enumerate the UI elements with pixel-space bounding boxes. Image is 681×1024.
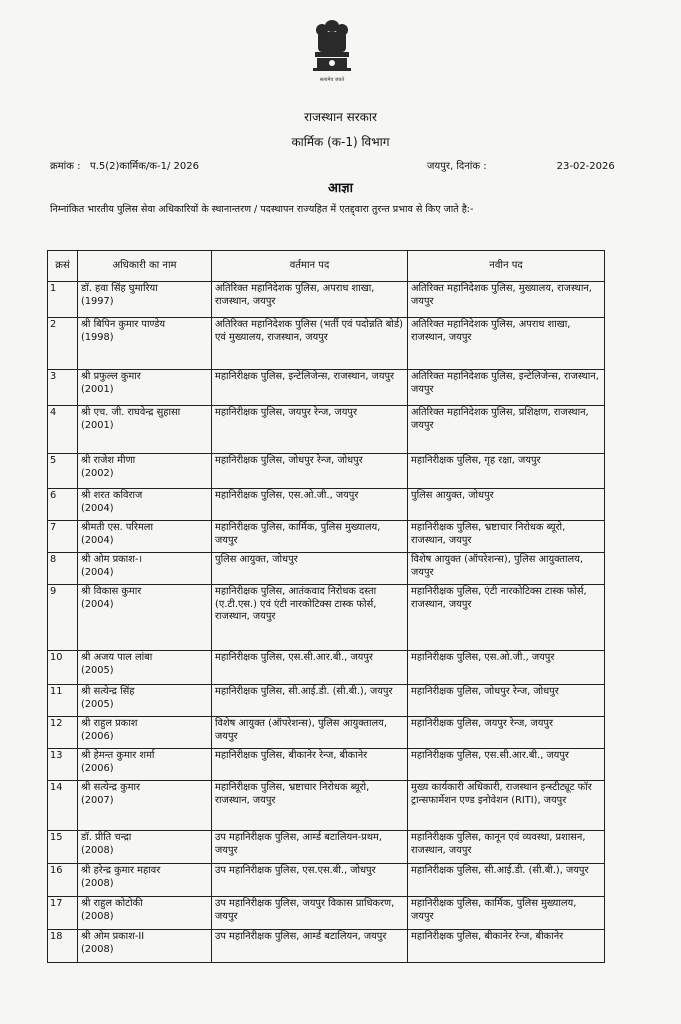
officer-name-text: श्री ओम प्रकाश-। — [81, 554, 143, 565]
new-post: विशेष आयुक्त (ऑपरेशन्स), पुलिस आयुक्तालय, जयपुर — [408, 553, 605, 585]
current-post: महानिरीक्षक पुलिस, जोधपुर रेन्ज, जोधपुर — [212, 454, 408, 489]
header-sno: क्रसं — [48, 251, 78, 282]
table-row — [48, 831, 605, 864]
officer-name-text: श्रीमती एस. परिमला — [81, 522, 153, 533]
batch-year: (2007) — [81, 794, 114, 806]
current-post: महानिरीक्षक पुलिस, सी.आई.डी. (सी.बी.), जयपुर — [212, 685, 408, 717]
row-sno: 8 — [48, 553, 78, 585]
row-sno: 10 — [48, 651, 78, 685]
officer-name-text: श्री एच. जी. राघवेन्द्र सुहासा — [81, 407, 181, 418]
officer-name — [78, 282, 212, 318]
officer-name — [78, 454, 212, 489]
department-title: कार्मिक (क-1) विभाग — [291, 135, 390, 149]
table-row — [48, 585, 605, 651]
row-sno: 13 — [48, 749, 78, 781]
row-sno: 14 — [48, 781, 78, 831]
current-post: विशेष आयुक्त (ऑपरेशन्स), पुलिस आयुक्तालय, जयपुर — [212, 717, 408, 749]
batch-year: (2008) — [81, 877, 114, 889]
current-post: उप महानिरीक्षक पुलिस, आर्म्ड बटालियन-प्रथम, जयपुर — [212, 831, 408, 864]
header-new-post: नवीन पद — [408, 251, 605, 282]
order-title: आज्ञा — [328, 181, 353, 196]
new-post: अतिरिक्त महानिदेशक पुलिस, इन्टेलिजेन्स, राजस्थान, जयपुर — [408, 370, 605, 406]
officer-name-text: श्री बिपिन कुमार पाण्डेय — [81, 319, 166, 330]
officer-name-text: श्री सत्येन्द्र कुमार — [81, 782, 141, 793]
batch-year: (2004) — [81, 534, 114, 546]
row-sno: 4 — [48, 406, 78, 454]
batch-year: (2005) — [81, 664, 114, 676]
batch-year: (2004) — [81, 566, 114, 578]
officer-name — [78, 749, 212, 781]
header-name: अधिकारी का नाम — [78, 251, 212, 282]
officer-name-text: श्री हेमन्त कुमार शर्मा — [81, 750, 155, 761]
new-post: महानिरीक्षक पुलिस, गृह रक्षा, जयपुर — [408, 454, 605, 489]
row-sno: 12 — [48, 717, 78, 749]
officer-name — [78, 406, 212, 454]
new-post: महानिरीक्षक पुलिस, कार्मिक, पुलिस मुख्यालय, जयपुर — [408, 897, 605, 930]
new-post: अतिरिक्त महानिदेशक पुलिस, मुख्यालय, राजस्थान, जयपुर — [408, 282, 605, 318]
new-post: महानिरीक्षक पुलिस, भ्रष्टाचार निरोधक ब्यूरो, राजस्थान, जयपुर — [408, 521, 605, 553]
officer-name-text: श्री हरेन्द्र कुमार महावर — [81, 865, 161, 876]
batch-year: (2001) — [81, 383, 114, 395]
table-row — [48, 454, 605, 489]
current-post: महानिरीक्षक पुलिस, भ्रष्टाचार निरोधक ब्यूरो, राजस्थान, जयपुर — [212, 781, 408, 831]
officer-name-text: श्री राहुल प्रकाश — [81, 718, 138, 729]
row-sno: 11 — [48, 685, 78, 717]
government-title: राजस्थान सरकार — [304, 110, 377, 124]
state-emblem — [304, 16, 360, 86]
reference-number — [50, 158, 199, 172]
officer-name-text: श्री राजेश मीणा — [81, 455, 136, 466]
state-emblem-icon — [304, 16, 360, 86]
row-sno: 6 — [48, 489, 78, 521]
batch-year: (1998) — [81, 331, 114, 343]
table-row — [48, 489, 605, 521]
officer-name — [78, 685, 212, 717]
current-post: महानिरीक्षक पुलिस, जयपुर रेन्ज, जयपुर — [212, 406, 408, 454]
table-row — [48, 521, 605, 553]
new-post: अतिरिक्त महानिदेशक पुलिस, प्रशिक्षण, राजस्थान, जयपुर — [408, 406, 605, 454]
row-sno: 18 — [48, 930, 78, 963]
row-sno: 7 — [48, 521, 78, 553]
current-post: पुलिस आयुक्त, जोधपुर — [212, 553, 408, 585]
current-post: महानिरीक्षक पुलिस, एस.सी.आर.बी., जयपुर — [212, 651, 408, 685]
new-post: महानिरीक्षक पुलिस, कानून एवं व्यवस्था, प्रशासन, राजस्थान, जयपुर — [408, 831, 605, 864]
officer-name — [78, 489, 212, 521]
new-post: महानिरीक्षक पुलिस, सी.आई.डी. (सी.बी.), जयपुर — [408, 864, 605, 897]
table-row — [48, 864, 605, 897]
officer-name-text: श्री शरत कविराज — [81, 490, 143, 501]
reference-label: क्रमांक : — [50, 161, 81, 172]
row-sno: 1 — [48, 282, 78, 318]
new-post: पुलिस आयुक्त, जोधपुर — [408, 489, 605, 521]
officer-name-text: डॉ. हवा सिंह घुमारिया — [81, 283, 158, 294]
row-sno: 3 — [48, 370, 78, 406]
officer-name — [78, 585, 212, 651]
officer-name — [78, 781, 212, 831]
current-post: उप महानिरीक्षक पुलिस, एस.एस.बी., जोधपुर — [212, 864, 408, 897]
batch-year: (2006) — [81, 762, 114, 774]
table-row — [48, 553, 605, 585]
new-post: महानिरीक्षक पुलिस, बीकानेर रेन्ज, बीकानेर — [408, 930, 605, 963]
transfer-table — [47, 250, 605, 963]
table-row — [48, 651, 605, 685]
place-label: जयपुर, दिनांक : — [427, 161, 487, 172]
officer-name — [78, 717, 212, 749]
officer-name — [78, 318, 212, 370]
row-sno: 2 — [48, 318, 78, 370]
officer-name — [78, 897, 212, 930]
officer-name — [78, 370, 212, 406]
officer-name — [78, 553, 212, 585]
batch-year: (2008) — [81, 844, 114, 856]
officer-name — [78, 521, 212, 553]
new-post: महानिरीक्षक पुलिस, जोधपुर रेन्ज, जोधपुर — [408, 685, 605, 717]
batch-year: (2004) — [81, 598, 114, 610]
new-post: महानिरीक्षक पुलिस, एस.सी.आर.बी., जयपुर — [408, 749, 605, 781]
order-date: 23-02-2026 — [556, 161, 615, 172]
current-post: महानिरीक्षक पुलिस, बीकानेर रेन्ज, बीकानेर — [212, 749, 408, 781]
current-post: उप महानिरीक्षक पुलिस, जयपुर विकास प्राधिकरण, जयपुर — [212, 897, 408, 930]
officer-name-text: श्री विकास कुमार — [81, 586, 142, 597]
batch-year: (2008) — [81, 910, 114, 922]
header-current-post: वर्तमान पद — [212, 251, 408, 282]
batch-year: (2008) — [81, 943, 114, 955]
batch-year: (2002) — [81, 467, 114, 479]
table-row — [48, 406, 605, 454]
current-post: महानिरीक्षक पुलिस, आतंकवाद निरोधक दस्ता (ए.टी.एस.) एवं एंटी नारकोटिक्स टास्क फोर्स, राजस्थान, जयपुर — [212, 585, 408, 651]
row-sno: 15 — [48, 831, 78, 864]
table-row — [48, 930, 605, 963]
officer-name — [78, 651, 212, 685]
table-row — [48, 370, 605, 406]
current-post: अतिरिक्त महानिदेशक पुलिस, अपराध शाखा, राजस्थान, जयपुर — [212, 282, 408, 318]
table-row — [48, 685, 605, 717]
table-row — [48, 318, 605, 370]
current-post: महानिरीक्षक पुलिस, इन्टेलिजेन्स, राजस्थान, जयपुर — [212, 370, 408, 406]
officer-name-text: श्री प्रफुल्ल कुमार — [81, 371, 141, 382]
current-post: महानिरीक्षक पुलिस, एस.ओ.जी., जयपुर — [212, 489, 408, 521]
officer-name-text: डॉ. प्रीति चन्द्रा — [81, 832, 132, 843]
row-sno: 5 — [48, 454, 78, 489]
new-post: अतिरिक्त महानिदेशक पुलिस, अपराध शाखा, राजस्थान, जयपुर — [408, 318, 605, 370]
officer-name — [78, 831, 212, 864]
new-post: महानिरीक्षक पुलिस, एंटी नारकोटिक्स टास्क फोर्स, राजस्थान, जयपुर — [408, 585, 605, 651]
row-sno: 9 — [48, 585, 78, 651]
svg-text:सत्यमेव जयते: सत्यमेव जयते — [319, 77, 345, 83]
officer-name-text: श्री अजय पाल लांबा — [81, 652, 153, 663]
current-post: उप महानिरीक्षक पुलिस, आर्म्ड बटालियन, जयपुर — [212, 930, 408, 963]
table-header-row — [48, 251, 605, 282]
table-row — [48, 717, 605, 749]
new-post: महानिरीक्षक पुलिस, एस.ओ.जी., जयपुर — [408, 651, 605, 685]
table-row — [48, 749, 605, 781]
officer-name-text: श्री राहुल कोटोकी — [81, 898, 143, 909]
batch-year: (2004) — [81, 502, 114, 514]
new-post: महानिरीक्षक पुलिस, जयपुर रेन्ज, जयपुर — [408, 717, 605, 749]
table-row — [48, 781, 605, 831]
table-row — [48, 897, 605, 930]
batch-year: (2001) — [81, 419, 114, 431]
officer-name-text: श्री सत्येन्द्र सिंह — [81, 686, 135, 697]
table-row — [48, 282, 605, 318]
intro-text: निम्नांकित भारतीय पुलिस सेवा अधिकारियों के स्थानान्तरण / पदस्थापन राज्यहित में एतद्द्वारा तुरन्त प्रभाव से किए जाते है:- — [50, 204, 474, 215]
batch-year: (2006) — [81, 730, 114, 742]
current-post: महानिरीक्षक पुलिस, कार्मिक, पुलिस मुख्यालय, जयपुर — [212, 521, 408, 553]
officer-name — [78, 864, 212, 897]
row-sno: 17 — [48, 897, 78, 930]
new-post: मुख्य कार्यकारी अधिकारी, राजस्थान इन्स्टीट्यूट फॉर ट्रान्सफार्मेशन एण्ड इनोवेशन (RITI), जयपुर — [408, 781, 605, 831]
batch-year: (1997) — [81, 295, 114, 307]
place-date — [427, 158, 615, 172]
row-sno: 16 — [48, 864, 78, 897]
officer-name-text: श्री ओम प्रकाश-II — [81, 931, 145, 942]
batch-year: (2005) — [81, 698, 114, 710]
reference-value: प.5(2)कार्मिक/क-1/ 2026 — [90, 161, 199, 172]
current-post: अतिरिक्त महानिदेशक पुलिस (भर्ती एवं पदोन्नति बोर्ड) एवं मुख्यालय, राजस्थान, जयपुर — [212, 318, 408, 370]
officer-name — [78, 930, 212, 963]
